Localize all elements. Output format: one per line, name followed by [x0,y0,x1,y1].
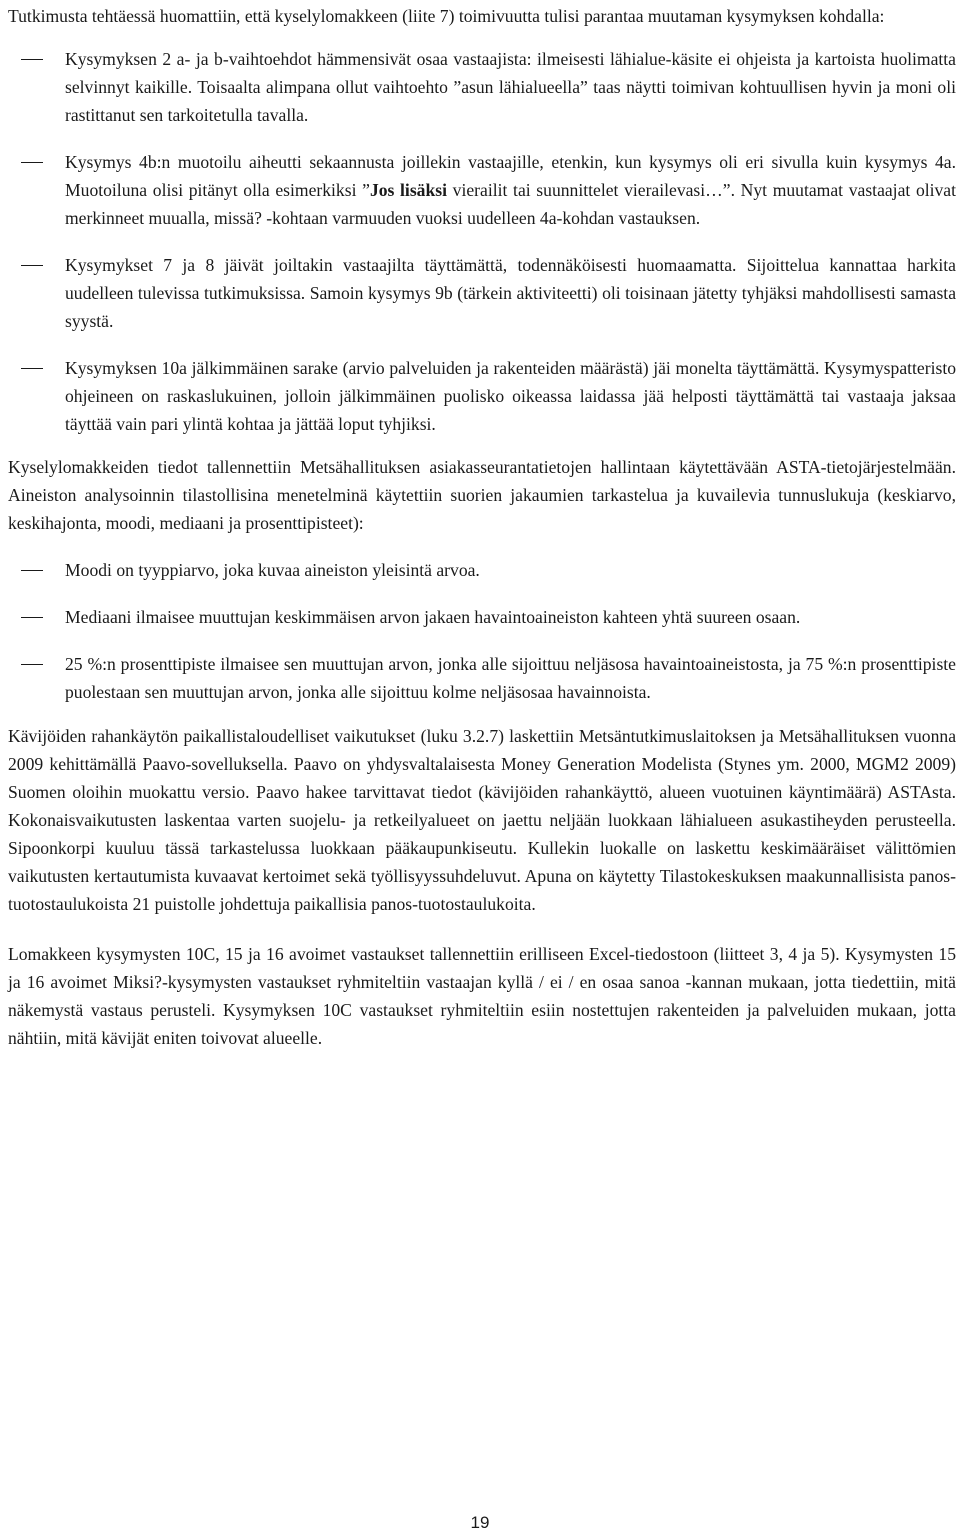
page-content [8,2,956,1074]
paragraph-excel: Lomakkeen kysymysten 10C, 15 ja 16 avoimet vastaukset tallennettiin erilliseen Excel-tiedostoon (liitteet 3, 4 ja 5). Kysymysten 15 ja 16 avoimet Miksi?-kysymysten vastaukset ryhmiteltiin vastaajan kyllä / ei / en osaa sanoa -kannan mukaan, jotta tiedettiin, mitä näkemystä vastaus perusteli. Kysymyksen 10C vastaukset ryhmiteltiin esiin nostettujen rakenteiden ja palveluiden mukaan, jotta nähtiin, mitä kävijät eniten toivovat alueelle. [8,944,956,1048]
list-item: Kysymyksen 10a jälkimmäinen sarake (arvio palveluiden ja rakenteiden määrästä) jäi monelta täyttämättä. Kysymyspatteristo ohjeineen on raskaslukuinen, jolloin jälkimmäinen puolisko oikeassa laidassa jää helposti täyttämättä tai vastaaja jaksaa täyttää vain pari ylintä kohtaa ja jättää loput tyhjiksi. [8,354,956,438]
list-item-text: vierailit tai suunnittelet vierailevasi…”. Nyt muutamat vastaajat olivat merkinneet muualla, missä? -kohtaan varmuuden vuoksi uudelleen 4a-kohdan vastauksen. [65,180,957,228]
paragraph-asta: Kyselylomakkeiden tiedot tallennettiin Metsähallituksen asiakasseurantatietojen hallintaan käytettävään ASTA-tietojärjestelmään. Aineiston analysoinnin tilastollisina menetelminä käytettiin suorien jakaumien tarkastelua ja kuvailevia tunnuslukuja (keskiarvo, keskihajonta, moodi, mediaani ja prosenttipisteet): [8,457,956,533]
list-item: 25 %:n prosenttipiste ilmaisee sen muuttujan arvon, jonka alle sijoittuu neljäsosa havaintoaineistosta, ja 75 %:n prosenttipiste puolestaan sen muuttujan arvon, jonka alle sijoittuu kolme neljäsosaa havainnoista. [8,650,956,706]
page-number: 19 [470,1513,490,1532]
list-item: Kysymyksen 2 a- ja b-vaihtoehdot hämmensivät osaa vastaajista: ilmeisesti lähialue-käsite ei ohjeista ja kartoista huolimatta selvinnyt kaikille. Toisaalta alimpana ollut vaihtoehto ”asun lähialueella” taas näytti toimivan kohtuullisen hyvin ja moni oli rastittanut sen tarkoitetulla tavalla. [8,45,956,129]
list-item [8,148,956,232]
intro-paragraph: Tutkimusta tehtäessä huomattiin, että kyselylomakkeen (liite 7) toimivuutta tulisi parantaa muutaman kysymyksen kohdalla: [8,6,885,26]
list-item-text: Kysymys 4b:n muotoilu aiheutti sekaannusta joillekin vastaajille, etenkin, kun kysymys oli eri sivulla kuin kysymys 4a. Muotoiluna olisi pitänyt olla esimerkiksi ” [65,152,956,200]
bold-phrase: Jos lisäksi [369,180,447,200]
paragraph-paavo: Kävijöiden rahankäytön paikallistaloudelliset vaikutukset (luku 3.2.7) laskettiin Metsäntutkimuslaitoksen ja Metsähallituksen vuonna 2009 kehittämällä Paavo-sovelluksella. Paavo on yhdysvaltalaisesta Money Generation Modelista (Stynes ym. 2000, MGM2 2009) Suomen oloihin muokattu versio. Paavo hakee tarvittavat tiedot (kävijöiden rahankäyttö, alueen vuotuinen käyntimäärä) ASTAsta. Kokonaisvaikutusten laskentaa varten suojelu- ja retkeilyalueet on jaettu neljään luokkaan lähialueen asukastiheyden perusteella. Sipoonkorpi kuuluu tässä tarkastelussa luokkaan pääkaupunkiseutu. Kullekin luokalle on laskettu keskimääräiset välittömien vaikutusten kertautumista kuvaavat kertoimet sekä työllisyyssuhdeluvut. Apuna on käytetty Tilastokeskuksen maakunnallisista panos-tuotostaulukoista 21 puistolle johdettuja paikallisia panos-tuotostaulukoita. [8,726,956,914]
statistics-list [8,556,956,706]
list-item: Mediaani ilmaisee muuttujan keskimmäisen arvon jakaen havaintoaineiston kahteen yhtä suureen osaan. [8,603,956,631]
list-item: Moodi on tyyppiarvo, joka kuvaa aineiston yleisintä arvoa. [8,556,956,584]
feedback-list [8,45,956,438]
list-item: Kysymykset 7 ja 8 jäivät joiltakin vastaajilta täyttämättä, todennäköisesti huomaamatta. Sijoittelua kannattaa harkita uudelleen tulevissa tutkimuksissa. Samoin kysymys 9b (tärkein aktiviteetti) oli toisinaan jätetty tyhjäksi mahdollisesti samasta syystä. [8,251,956,335]
